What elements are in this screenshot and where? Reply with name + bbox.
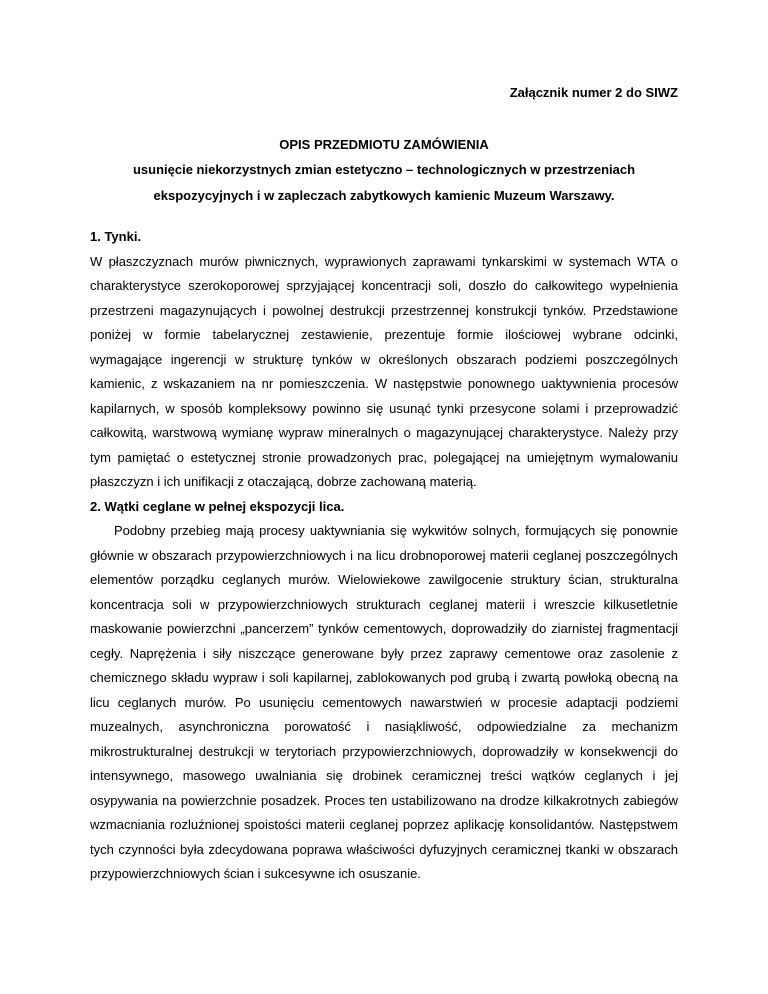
document-title: OPIS PRZEDMIOTU ZAMÓWIENIA	[279, 137, 489, 152]
annex-label: Załącznik numer 2 do SIWZ	[509, 85, 678, 100]
section-heading-plasters: 1. Tynki.	[90, 229, 142, 244]
section-paragraph-plasters: W płaszczyznach murów piwnicznych, wyprawionych zaprawami tynkarskimi w systemach WTA o charakterystyce szerokoporowej sprzyjającej koncentracji soli, doszło do całkowitego wypełnienia przestrzeni magazynujących i powolnej destrukcji przestrzennej konstrukcji tynków. Przedstawione poniżej w formie tabelarycznej zestawienie, prezentuje formie ilościowej wybrane odcinki, wymagające ingerencji w strukturę tynków w określonych obszarach podziemi poszczególnych kamienic, z wskazaniem na nr pomieszczenia. W następstwie ponownego uaktywnienia procesów kapilarnych, w sposób kompleksowy powinno się usunąć tynki przesycone solami i przeprowadzić całkowitą, warstwową wymianę wypraw mineralnych o magazynującej charakterystyce. Należy przy tym pamiętać o estetycznej stronie prowadzonych prac, polegającej na umiejętnym wymalowaniu płaszczyzn i ich unifikacji z otaczającą, dobrze zachowaną materią.	[90, 253, 678, 489]
section-heading-brick-walls: 2. Wątki ceglane w pełnej ekspozycji lica.	[90, 498, 345, 514]
document-subtitle: usunięcie niekorzystnych zmian estetyczno – technologicznych w przestrzeniach ekspozycyjnych i w zapleczach zabytkowych kamienic Muzeum Warszawy.	[132, 162, 636, 203]
document-body	[90, 225, 678, 887]
section-paragraph-brick-walls: Podobny przebieg mają procesy uaktywniania się wykwitów solnych, formujących się ponownie głównie w obszarach przypowierzchniowych i na licu drobnoporowej materii ceglanej poszczególnych elementów porządku ceglanych murów. Wielowiekowe zawilgocenie struktury ścian, strukturalna koncentracja soli w przypowierzchniowych strukturach ceglanej materii i wreszcie kilkusetletnie maskowanie powierzchni „pancerzem” tynków cementowych, doprowadziły do ziarnistej fragmentacji cegły. Naprężenia i siły niszczące generowane były przez zaprawy cementowe oraz zasolenie z chemicznego składu wypraw i soli kapilarnej, zablokowanych pod grubą i zwartą powłoką obecną na licu ceglanych murów. Po usunięciu cementowych nawarstwień w procesie adaptacji podziemi muzealnych, asynchroniczna porowatość i nasiąkliwość, odpowiedzialne za mechanizm mikrostrukturalnej destrukcji w terytoriach przypowierzchniowych, doprowadziły w konsekwencji do intensywnego, masowego uwalniania się drobinek ceramicznej treści wątków ceglanych i jej osypywania na powierzchnie posadzek. Proces ten ustabilizowano na drodze kilkakrotnych zabiegów wzmacniania rozluźnionej spoistości materii ceglanej poprzez aplikację konsolidantów. Następstwem tych czynności była zdecydowana poprawa właściwości dyfuzyjnych ceramicznej tkanki w obszarach przypowierzchniowych ścian i sukcesywne ich osuszanie.	[90, 523, 678, 881]
